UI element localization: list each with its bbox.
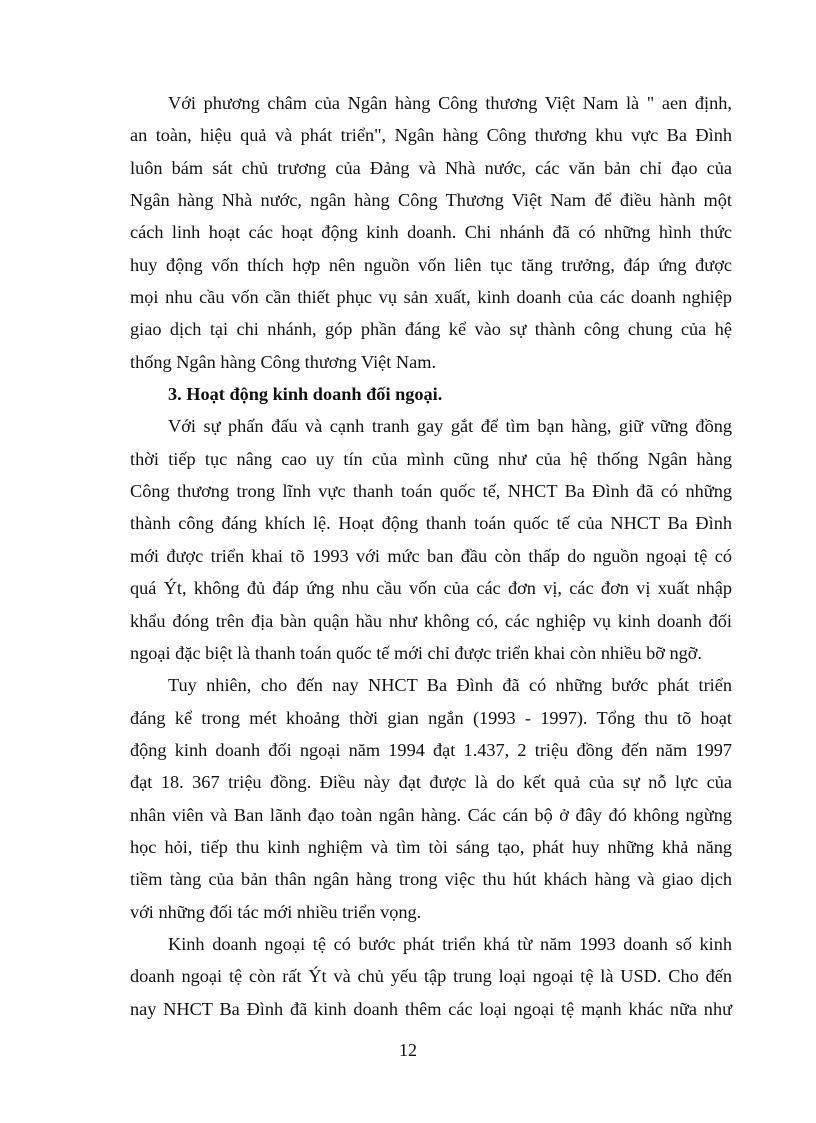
text-line: tiềm tàng của bản thân ngân hàng trong việc thu hút khách hàng và giao dịch bbox=[130, 869, 732, 890]
paragraph-4 bbox=[130, 928, 732, 1025]
text-line: động kinh doanh đối ngoại năm 1994 đạt 1.437, 2 triệu đồng đến năm 1997 bbox=[130, 739, 732, 760]
text-line: với những đối tác mới nhiều triển vọng. bbox=[130, 901, 422, 922]
text-line: Tuy nhiên, cho đến nay NHCT Ba Đình đã có những bước phát triển bbox=[168, 675, 732, 696]
paragraph-2 bbox=[130, 410, 732, 669]
text-line: mới được triển khai tõ 1993 với mức ban đầu còn thấp do nguồn ngoại tệ có bbox=[130, 545, 732, 566]
text-line: thành công đáng khích lệ. Hoạt động thanh toán quốc tế của NHCT Ba Đình bbox=[130, 513, 732, 534]
text-line: ngoại đặc biệt là thanh toán quốc tế mới chỉ được triển khai còn nhiều bỡ ngỡ. bbox=[130, 642, 702, 663]
text-line: thống Ngân hàng Công thương Việt Nam. bbox=[130, 351, 437, 372]
text-line: cách linh hoạt các hoạt động kinh doanh. Chi nhánh đã có những hình thức bbox=[130, 222, 732, 243]
text-line: Với sự phấn đấu và cạnh tranh gay gắt để tìm bạn hàng, giữ vững đồng bbox=[168, 416, 732, 437]
text-line: doanh ngoại tệ còn rất Ýt và chủ yếu tập trung loại ngoại tệ là USD. Cho đến bbox=[130, 966, 732, 987]
text-line: học hỏi, tiếp thu kinh nghiệm và tìm tòi sáng tạo, phát huy những khả năng bbox=[130, 836, 732, 857]
text-line: giao dịch tại chi nhánh, góp phần đáng kể vào sự thành công chung của hệ bbox=[130, 319, 732, 340]
text-line: Với phương châm của Ngân hàng Công thương Việt Nam là " aen định, bbox=[168, 93, 732, 113]
text-line: thời tiếp tục nâng cao uy tín của mình cũng như của hệ thống Ngân hàng bbox=[130, 448, 732, 469]
text-line: Kinh doanh ngoại tệ có bước phát triển khá từ năm 1993 doanh số kinh bbox=[168, 933, 732, 954]
text-line: mọi nhu cầu vốn cần thiết phục vụ sản xuất, kinh doanh của các doanh nghiệp bbox=[130, 287, 732, 308]
text-line: khẩu đóng trên địa bàn quận hầu như không có, các nghiệp vụ kinh doanh đối bbox=[130, 610, 732, 631]
text-line: Ngân hàng Nhà nước, ngân hàng Công Thương Việt Nam để điều hành một bbox=[130, 190, 732, 211]
paragraph-1 bbox=[130, 87, 732, 378]
text-line: nay NHCT Ba Đình đã kinh doanh thêm các loại ngoại tệ mạnh khác nữa như bbox=[130, 998, 732, 1019]
text-line: quá Ýt, không đủ đáp ứng nhu cầu vốn của các đơn vị, các đơn vị xuất nhập bbox=[130, 578, 732, 599]
text-line: đáng kể trong mét khoảng thời gian ngắn (1993 - 1997). Tổng thu tõ hoạt bbox=[130, 707, 732, 728]
page-number: 12 bbox=[399, 1040, 417, 1060]
text-line: nhân viên và Ban lãnh đạo toàn ngân hàng. Các cán bộ ở đây đó không ngừng bbox=[130, 804, 732, 825]
paragraph-3 bbox=[130, 669, 732, 928]
document-body bbox=[130, 87, 732, 1025]
section-heading: 3. Hoạt động kinh doanh đối ngoại. bbox=[168, 384, 443, 405]
text-line: luôn bám sát chủ trương của Đảng và Nhà nước, các văn bản chỉ đạo của bbox=[130, 157, 732, 178]
text-line: huy động vốn thích hợp nên nguồn vốn liên tục tăng trưởng, đáp ứng được bbox=[130, 254, 732, 275]
text-line: đạt 18. 367 triệu đồng. Điều này đạt được là do kết quả của sự nỗ lực của bbox=[130, 772, 732, 793]
text-line: an toàn, hiệu quả và phát triển", Ngân hàng Công thương khu vực Ba Đình bbox=[130, 125, 732, 146]
text-line: Công thương trong lĩnh vực thanh toán quốc tế, NHCT Ba Đình đã có những bbox=[130, 481, 732, 502]
